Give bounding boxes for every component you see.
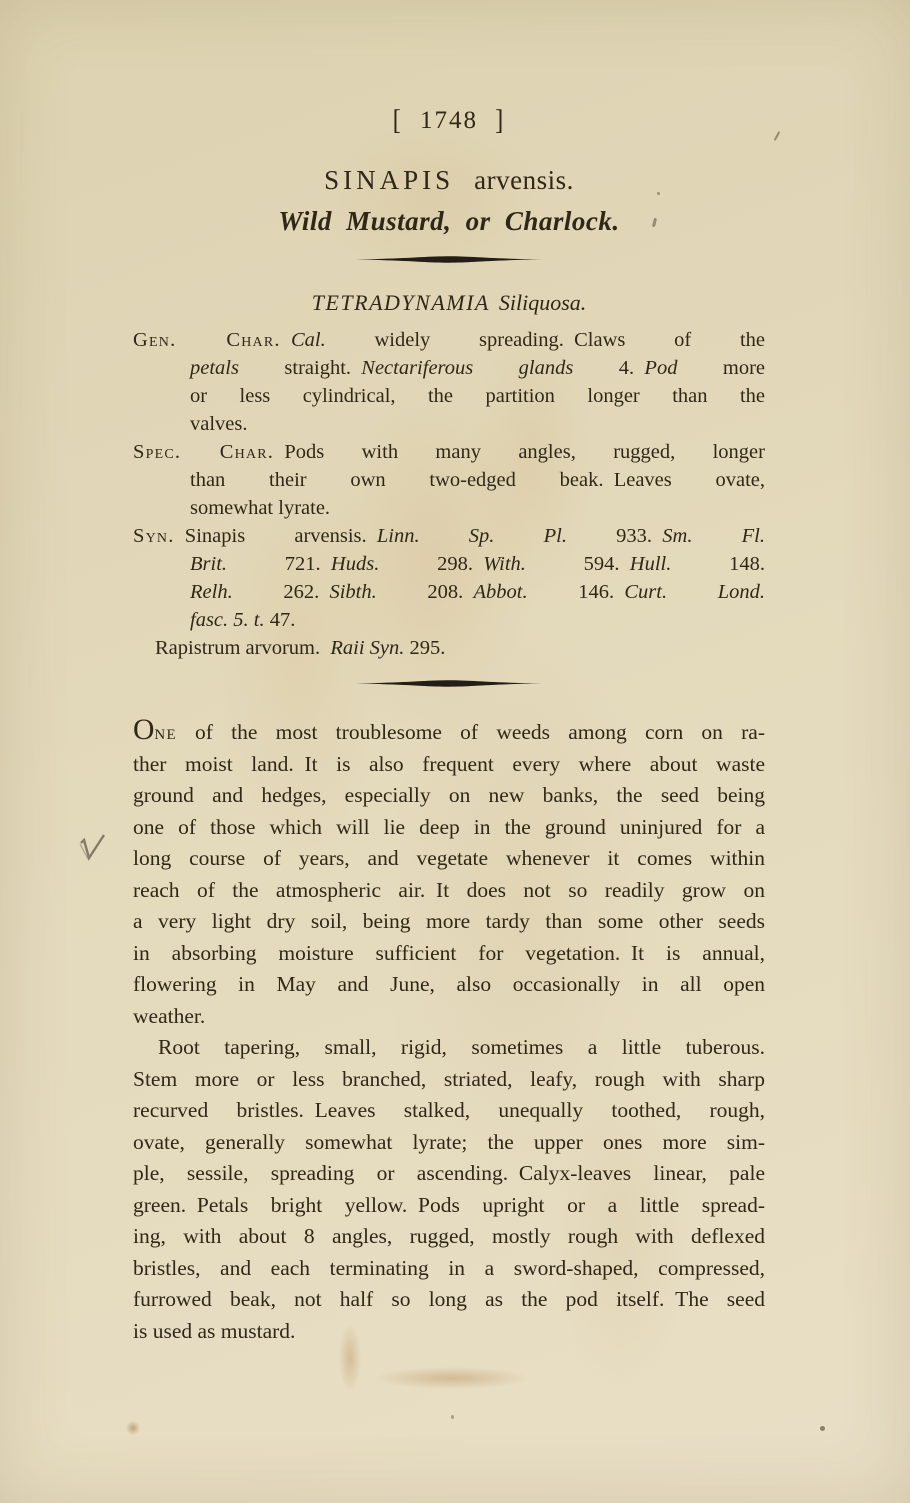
species-title (133, 162, 765, 198)
genus-name: SINAPIS (324, 165, 455, 195)
text-line: reach of the atmospheric air. It does not so readily grow on (133, 877, 765, 902)
text-segment: Gen. Char. (133, 329, 281, 351)
text-segment: Syn. (133, 525, 175, 547)
pencil-checkmark-icon (74, 830, 110, 872)
text-line: ovate, generally somewhat lyrate; the upper ones more sim- (133, 1129, 765, 1154)
text-line: is used as mustard. (133, 1318, 296, 1343)
text-segment: Hull. (629, 553, 672, 575)
taxonomy-order: Siliquosa. (498, 290, 587, 315)
text-line: ple, sessile, spreading or ascending. Calyx-leaves linear, pale (133, 1161, 765, 1185)
text-line: or less cylindrical, the partition longer than the (190, 385, 765, 407)
text-segment: Huds. (330, 553, 380, 575)
text-segment: Abbot. (473, 581, 528, 603)
paper-speck (657, 192, 660, 195)
text-segment: Relh. (190, 581, 233, 603)
text-segment: fasc. 5. t. (190, 609, 265, 631)
text-line: ground and hedges, especially on new banks, the seed being (133, 783, 765, 807)
text-line: long course of years, and vegetate whenever it comes within (133, 846, 765, 870)
text-segment: O (133, 714, 155, 746)
paper-speck (820, 1426, 825, 1431)
species-epithet: arvensis. (474, 165, 574, 195)
common-name: Wild Mustard, or Charlock. (278, 206, 620, 236)
text-segment: Cal. (290, 329, 326, 351)
text-segment: Linn. Sp. Pl. (376, 525, 567, 547)
classification-line (133, 288, 765, 318)
text-line: Stem more or less branched, striated, leafy, rough with sharp (133, 1066, 765, 1091)
text-line: weather. (133, 1003, 206, 1028)
text-line: Rapistrum arvorum. Raii Syn. 295. (155, 637, 446, 659)
text-line: petals straight. Nectariferous glands 4. Pod more (190, 357, 766, 379)
text-segment: Sm. Fl. (662, 525, 765, 547)
description-paragraph-1 (133, 716, 765, 1032)
text-line: one of those which will lie deep in the ground uninjured for a (133, 814, 765, 839)
text-line: Spec. Char. Pods with many angles, rugged, longer (133, 441, 765, 463)
page-number: 1748 (420, 107, 478, 134)
text-line: Syn. Sinapis arvensis. Linn. Sp. Pl. 933. Sm. Fl. (133, 525, 765, 547)
text-segment: Raii Syn. (330, 637, 405, 659)
text-segment: Sibth. (329, 581, 377, 603)
text-line: than their own two-edged beak. Leaves ovate, (190, 469, 765, 491)
text-line: fasc. 5. t. 47. (190, 609, 296, 631)
text-line: Relh. 262. Sibth. 208. Abbot. 146. Curt. Lond. (190, 581, 766, 603)
text-line: somewhat lyrate. (190, 497, 331, 519)
paper-speck (451, 1415, 454, 1419)
swelled-rule-icon (355, 255, 543, 264)
text-line: valves. (190, 413, 248, 435)
description-paragraph-2 (133, 1032, 765, 1347)
page-number-line (133, 106, 765, 136)
text-segment: With. (483, 553, 526, 575)
text-line: Brit. 721. Huds. 298. With. 594. Hull. 148. (190, 553, 765, 575)
text-line: Root tapering, small, rigid, sometimes a little tuberous. (158, 1035, 765, 1059)
text-line: in absorbing moisture sufficient for vegetation. It is annual, (133, 940, 765, 965)
text-line: a very light dry soil, being more tardy than some other seeds (133, 909, 765, 933)
swelled-rule-divider (133, 255, 765, 264)
text-line: furrowed beak, not half so long as the pod itself. The seed (133, 1287, 765, 1311)
bracket-open: [ (392, 104, 403, 136)
taxonomy-class: TETRADYNAMIA (311, 290, 490, 315)
text-line: ther moist land. It is also frequent every where about waste (133, 751, 765, 776)
swelled-rule-icon (355, 679, 543, 688)
bracket-close: ] (495, 104, 506, 136)
ink-speck (774, 131, 780, 141)
text-line: green. Petals bright yellow. Pods upright or a little spread- (133, 1192, 765, 1217)
synopsis-section (133, 326, 765, 662)
text-column (133, 0, 765, 1347)
text-line: flowering in May and June, also occasionally in all open (133, 972, 765, 996)
text-segment: ne (154, 720, 177, 744)
text-segment: Pod (644, 357, 678, 379)
text-segment: Brit. (190, 553, 228, 575)
text-segment: Curt. Lond. (624, 581, 766, 603)
text-segment: Spec. Char. (133, 441, 275, 463)
swelled-rule-divider-2 (133, 679, 765, 688)
text-line: ing, with about 8 angles, rugged, mostly rough with deflexed (133, 1224, 765, 1248)
text-segment: Nectariferous glands (361, 357, 574, 379)
text-line: recurved bristles. Leaves stalked, unequally toothed, rough, (133, 1098, 765, 1122)
text-segment: petals (190, 357, 239, 379)
text-line: Gen. Char. Cal. widely spreading. Claws of the (133, 329, 765, 351)
text-line: bristles, and each terminating in a sword-shaped, compressed, (133, 1255, 765, 1280)
text-line: One of the most troublesome of weeds among corn on ra- (133, 714, 765, 746)
